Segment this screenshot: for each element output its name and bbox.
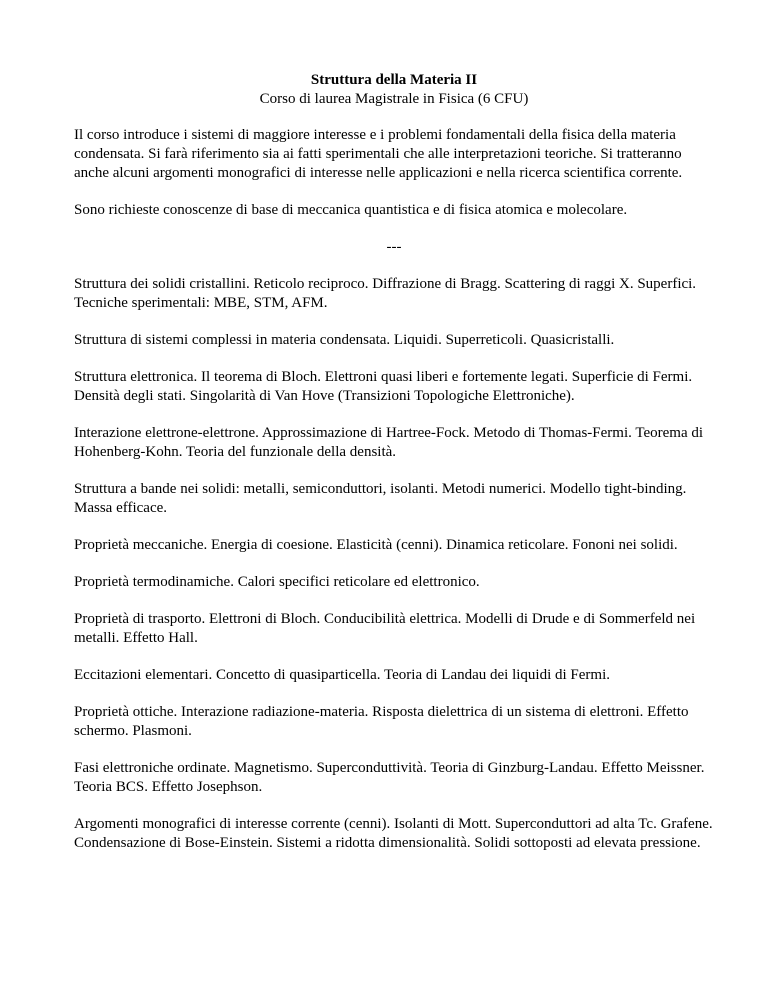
topic-paragraph: Struttura di sistemi complessi in materia condensata. Liquidi. Superreticoli. Quasicristalli. xyxy=(74,332,615,348)
document-title: Struttura della Materia II xyxy=(310,72,478,88)
intro-paragraph: Il corso introduce i sistemi di maggiore interesse e i problemi fondamentali della fisica della materia condensata. Si farà riferimento sia ai fatti sperimentali che alle interpretazioni teoriche. Si tratteranno anche alcuni argomenti monografici di interesse nelle applicazioni e nella ricerca scientifica corrente. xyxy=(74,127,683,181)
topic-paragraph: Proprietà di trasporto. Elettroni di Bloch. Conducibilità elettrica. Modelli di Drude e di Sommerfeld nei metalli. Effetto Hall. xyxy=(74,611,696,646)
section-separator: --- xyxy=(386,239,402,255)
topic-paragraph: Struttura dei solidi cristallini. Reticolo reciproco. Diffrazione di Bragg. Scattering di raggi X. Superfici. Tecniche sperimentali: MBE, STM, AFM. xyxy=(74,276,697,311)
topic-paragraph: Argomenti monografici di interesse corrente (cenni). Isolanti di Mott. Superconduttori ad alta Tc. Grafene. Condensazione di Bose-Einstein. Sistemi a ridotta dimensionalità. Solidi sottoposti ad elevata pressione. xyxy=(74,816,713,851)
document-subtitle: Corso di laurea Magistrale in Fisica (6 CFU) xyxy=(259,91,529,107)
topic-paragraph: Interazione elettrone-elettrone. Approssimazione di Hartree-Fock. Metodo di Thomas-Fermi. Teorema di Hohenberg-Kohn. Teoria del funzionale della densità. xyxy=(74,425,704,460)
document-page xyxy=(74,66,714,853)
topic-paragraph: Struttura elettronica. Il teorema di Bloch. Elettroni quasi liberi e fortemente legati. Superficie di Fermi. Densità degli stati. Singolarità di Van Hove (Transizioni Topologiche Elettroniche). xyxy=(74,369,693,404)
topic-paragraph: Proprietà ottiche. Interazione radiazione-materia. Risposta dielettrica di un sistema di elettroni. Effetto schermo. Plasmoni. xyxy=(74,704,689,739)
topic-paragraph: Fasi elettroniche ordinate. Magnetismo. Superconduttività. Teoria di Ginzburg-Landau. Effetto Meissner. Teoria BCS. Effetto Josephson. xyxy=(74,760,705,795)
topic-paragraph: Eccitazioni elementari. Concetto di quasiparticella. Teoria di Landau dei liquidi di Fermi. xyxy=(74,667,611,683)
prerequisites-paragraph: Sono richieste conoscenze di base di meccanica quantistica e di fisica atomica e molecolare. xyxy=(74,202,628,218)
topic-paragraph: Proprietà termodinamiche. Calori specifici reticolare ed elettronico. xyxy=(74,574,480,590)
topic-paragraph: Proprietà meccaniche. Energia di coesione. Elasticità (cenni). Dinamica reticolare. Fononi nei solidi. xyxy=(74,537,678,553)
topic-paragraph: Struttura a bande nei solidi: metalli, semiconduttori, isolanti. Metodi numerici. Modello tight-binding. Massa efficace. xyxy=(74,481,687,516)
